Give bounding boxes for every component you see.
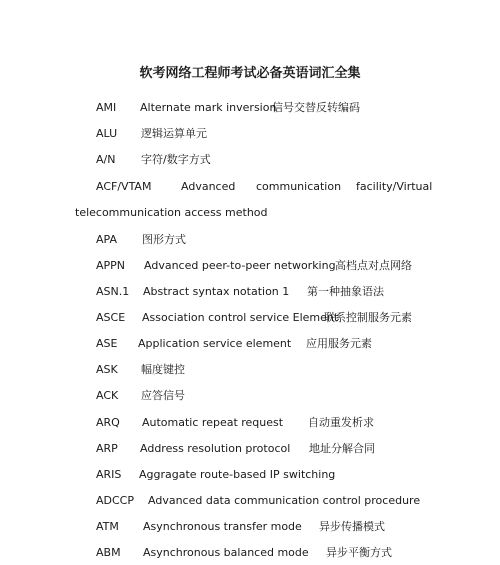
entry-chinese: 逻辑运算单元 [141, 127, 207, 140]
entry-chinese: 应用服务元素 [306, 337, 372, 350]
entry-abbreviation: ASK [96, 363, 118, 376]
entry-english: Abstract syntax notation 1 [143, 285, 290, 298]
entry-english: Aggragate route-based IP switching [139, 468, 336, 481]
entry-chinese: 异步平衡方式 [326, 546, 392, 559]
entry-english: Advanced data communication control procedure [148, 494, 421, 507]
entry-abbreviation: ALU [96, 127, 118, 140]
entry-chinese: 字符/数字方式 [141, 153, 211, 166]
entry-english: Advanced peer-to-peer networking [144, 259, 336, 272]
entry-abbreviation: ASN.1 [96, 285, 130, 298]
entry-english: Automatic repeat request [142, 416, 284, 429]
entry-abbreviation: A/N [96, 153, 116, 166]
entry-english: Application service element [138, 337, 292, 350]
entry-chinese: 自动重发析求 [308, 416, 374, 429]
entry-abbreviation: APPN [96, 259, 126, 272]
entry-abbreviation: AMI [96, 101, 117, 114]
entry-abbreviation: ACK [96, 389, 119, 402]
entry-english: Asynchronous transfer mode [143, 520, 302, 533]
entry-abbreviation: ABM [96, 546, 121, 559]
entry-abbreviation: ARP [96, 442, 118, 455]
entry-chinese: 地址分解合同 [309, 442, 375, 455]
entry-chinese: 联系控制服务元素 [324, 311, 412, 324]
entry-chinese: 异步传播模式 [319, 520, 385, 533]
entry-abbreviation: ACF/VTAM [96, 180, 152, 193]
entry-chinese: 第一种抽象语法 [307, 285, 384, 298]
entry-english-word: facility/Virtual [356, 180, 433, 193]
entry-chinese: 应答信号 [141, 389, 185, 402]
entry-english-word: communication [256, 180, 342, 193]
entry-english: Alternate mark inversion [140, 101, 277, 114]
entry-english: Address resolution protocol [140, 442, 291, 455]
document-title: 软考网络工程师考试必备英语词汇全集 [139, 66, 361, 81]
entry-abbreviation: ARIS [96, 468, 122, 481]
entry-chinese: 信号交替反转编码 [272, 101, 360, 114]
entry-english-word: Advanced [181, 180, 236, 193]
entry-abbreviation: APA [96, 233, 117, 246]
entry-chinese: 图形方式 [142, 233, 186, 246]
entry-english-continuation: telecommunication access method [75, 206, 268, 219]
entry-abbreviation: ASCE [96, 311, 126, 324]
entry-abbreviation: ADCCP [96, 494, 134, 507]
entry-abbreviation: ATM [96, 520, 119, 533]
entry-abbreviation: ARQ [96, 416, 120, 429]
entry-english: Association control service Element [142, 311, 339, 324]
entry-chinese: 高档点对点网络 [335, 259, 412, 272]
entry-abbreviation: ASE [96, 337, 118, 350]
entry-english: Asynchronous balanced mode [143, 546, 309, 559]
entry-chinese: 幅度键控 [141, 363, 185, 376]
